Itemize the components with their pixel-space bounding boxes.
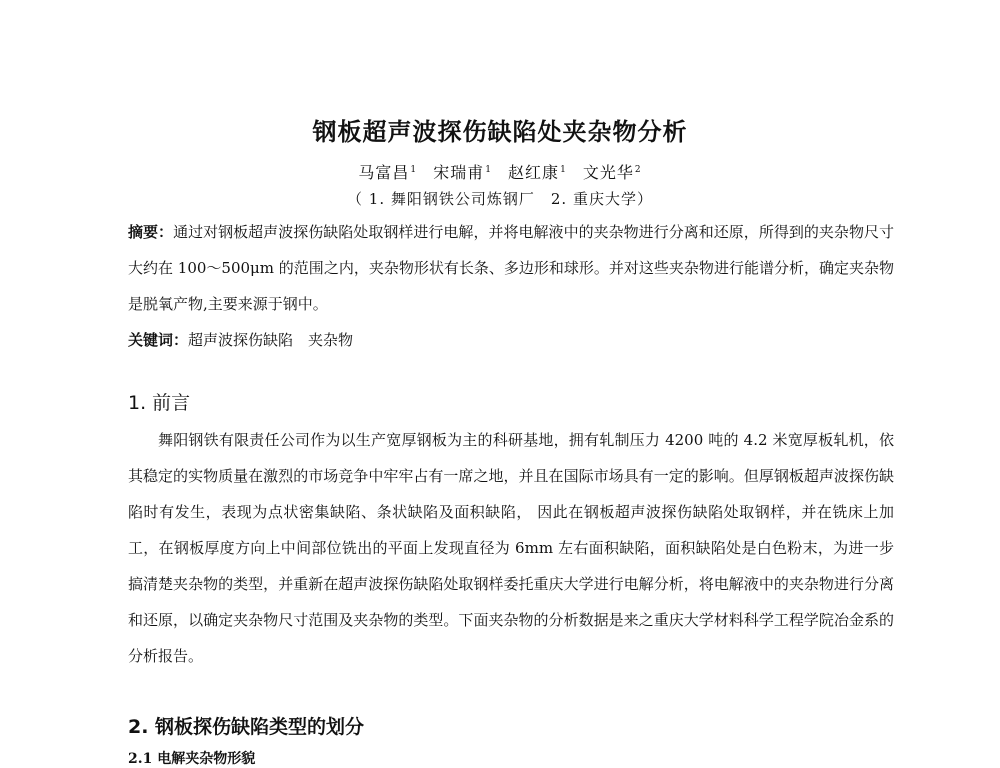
author-name: 赵红康 [508, 163, 560, 182]
author [508, 163, 567, 182]
subsection-heading-cutoff: 2.1 电解夹杂物形貌 [128, 751, 256, 767]
section-heading-introduction: 1. 前言 [128, 392, 191, 414]
keywords [128, 322, 894, 358]
author-name: 马富昌 [358, 163, 410, 182]
author [433, 163, 492, 182]
abstract-label: 摘要： [128, 223, 174, 241]
abstract-text: 通过对钢板超声波探伤缺陷处取钢样进行电解，并将电解液中的夹杂物进行分离和还原，所得到的夹杂物尺寸大约在 100～500μm 的范围之内，夹杂物形状有长条、多边形和球形。并对这些夹杂物进行能谱分析，确定夹杂物是脱氧产物,主要来源于钢中。 [128, 223, 894, 313]
section-body-introduction: 舞阳钢铁有限责任公司作为以生产宽厚钢板为主的科研基地，拥有轧制压力 4200 吨的 4.2 米宽厚板轧机，依其稳定的实物质量在激烈的市场竞争中牢牢占有一席之地，并且在国际市场具有一定的影响。但厚钢板超声波探伤缺陷时有发生，表现为点状密集缺陷、条状缺陷及面积缺陷， 因此在钢板超声波探伤缺陷处取钢样，并在铣床上加工，在钢板厚度方向上中间部位铣出的平面上发现直径为 6mm 左右面积缺陷，面积缺陷处是白色粉末，为进一步搞清楚夹杂物的类型，并重新在超声波探伤缺陷处取钢样委托重庆大学进行电解分析，将电解液中的夹杂物进行分离和还原，以确定夹杂物尺寸范围及夹杂物的类型。下面夹杂物的分析数据是来之重庆大学材料科学工程学院冶金系的分析报告。 [128, 431, 894, 665]
author-affil-mark: 1 [560, 164, 567, 175]
keywords-text: 超声波探伤缺陷 夹杂物 [188, 331, 354, 349]
author-name: 宋瑞甫 [433, 163, 485, 182]
abstract [128, 214, 894, 322]
author [358, 163, 417, 182]
author-list [0, 160, 1000, 183]
paper-title: 钢板超声波探伤缺陷处夹杂物分析 [312, 118, 688, 146]
author-affil-mark: 2 [634, 164, 642, 175]
author-affil-mark: 1 [485, 164, 492, 175]
keywords-label: 关键词： [128, 331, 189, 349]
author-affil-mark: 1 [410, 164, 418, 175]
section-heading-defect-types: 2. 钢板探伤缺陷类型的划分 [128, 716, 365, 738]
author [583, 163, 642, 182]
affiliations: （ 1. 舞阳钢铁公司炼钢厂 2. 重庆大学） [347, 190, 653, 208]
author-name: 文光华 [582, 163, 634, 182]
